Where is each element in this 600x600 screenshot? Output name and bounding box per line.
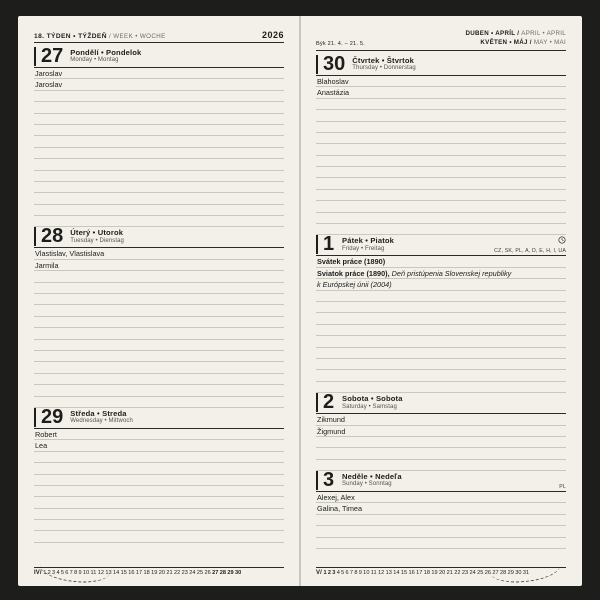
month-strip-day[interactable]: 1: [323, 570, 327, 576]
month-strip-day[interactable]: 31: [522, 570, 530, 576]
month-strip-day[interactable]: 17: [135, 570, 143, 576]
month-strip-day[interactable]: 11: [370, 570, 377, 576]
right-page: [300, 16, 582, 586]
left-month-roman: IV/: [34, 570, 42, 576]
month-strip-day[interactable]: 23: [181, 570, 189, 576]
month-strip-day[interactable]: 15: [400, 570, 408, 576]
day-blank-line[interactable]: [34, 497, 284, 508]
day-blank-line[interactable]: [316, 460, 566, 471]
day-name-secondary: Wednesday • Mittwoch: [70, 418, 133, 425]
day-entry-line[interactable]: Svátek práce (1890): [316, 256, 566, 267]
day-name-primary: Středa • Streda: [70, 408, 127, 418]
day-blank-line[interactable]: [34, 475, 284, 486]
day-blank-line[interactable]: [34, 531, 284, 542]
left-day-list: [34, 47, 284, 543]
day-names: [352, 57, 416, 72]
month-line2: KVĚTEN • MÁJ /: [480, 38, 532, 46]
day-blank-line[interactable]: [34, 397, 284, 408]
month-strip-day[interactable]: 6: [345, 570, 349, 576]
day-block: [316, 235, 566, 393]
month-strip-day[interactable]: 20: [158, 570, 166, 576]
day-name-secondary: Monday • Montag: [70, 57, 119, 64]
month-strip-day[interactable]: 11: [90, 570, 97, 576]
day-blank-line[interactable]: [34, 294, 284, 305]
day-blank-line[interactable]: [316, 133, 566, 144]
zodiac-range: Býk 21. 4. – 21. 5.: [316, 40, 365, 47]
day-name-secondary: Saturday • Samstag: [342, 403, 397, 410]
day-number: 2: [316, 393, 342, 412]
month-strip-day[interactable]: 1: [43, 570, 47, 576]
day-names: [342, 473, 402, 488]
month-strip-day[interactable]: 18: [143, 570, 150, 576]
day-blank-line[interactable]: [316, 448, 566, 459]
day-number: 1: [316, 235, 342, 254]
day-blank-line[interactable]: [34, 385, 284, 396]
month-strip-day[interactable]: 30: [515, 570, 522, 576]
month-strip-day[interactable]: 7: [349, 570, 354, 576]
day-lines: [34, 248, 284, 407]
day-blank-line[interactable]: [34, 283, 284, 294]
right-page-header: [316, 30, 566, 51]
week-label-sub: / WEEK • WOCHE: [109, 33, 166, 40]
day-entry-line[interactable]: Alexej, Alex: [316, 492, 566, 503]
day-blank-line[interactable]: [316, 348, 566, 359]
day-blank-line[interactable]: [316, 190, 566, 201]
day-number: 3: [316, 471, 342, 490]
month-strip-day[interactable]: 24: [469, 570, 476, 576]
day-blank-line[interactable]: [34, 509, 284, 520]
month-strip-day[interactable]: 21: [446, 570, 454, 576]
day-name-primary: Sobota • Sobota: [342, 394, 403, 404]
day-names: [342, 237, 394, 252]
clock-icon: [558, 231, 566, 249]
day-name-primary: Úterý • Utorok: [70, 228, 124, 238]
day-block: [34, 47, 284, 227]
day-entry-line[interactable]: Žigmund: [316, 426, 566, 437]
month-strip-day[interactable]: 29: [507, 570, 515, 576]
month-strip-day[interactable]: 16: [128, 570, 135, 576]
right-day-list: [316, 52, 566, 549]
day-names: [70, 410, 133, 425]
day-entry-line[interactable]: Jarmila: [34, 260, 284, 271]
day-number: 27: [34, 47, 70, 66]
day-block: [316, 393, 566, 471]
day-entry-line[interactable]: Vlastislav, Vlastislava: [34, 248, 284, 259]
day-entry-line[interactable]: Anastázia: [316, 87, 566, 98]
month-strip-day[interactable]: 13: [105, 570, 112, 576]
month-strip-day[interactable]: 23: [461, 570, 469, 576]
day-lines: [316, 76, 566, 235]
day-blank-line[interactable]: [316, 224, 566, 235]
day-blank-line[interactable]: [316, 213, 566, 224]
day-blank-line[interactable]: [34, 340, 284, 351]
day-blank-line[interactable]: [316, 370, 566, 381]
day-entry-line[interactable]: Lea: [34, 440, 284, 451]
day-blank-line[interactable]: [34, 136, 284, 147]
day-blank-line[interactable]: [316, 302, 566, 313]
day-blank-line[interactable]: [34, 452, 284, 463]
week-label: [34, 33, 166, 40]
day-blank-line[interactable]: [34, 182, 284, 193]
day-names: [342, 395, 403, 410]
day-blank-line[interactable]: [316, 313, 566, 324]
month-strip-day[interactable]: 21: [166, 570, 173, 576]
day-header: [316, 471, 566, 492]
month-strip-day[interactable]: 25: [477, 570, 484, 576]
day-blank-line[interactable]: [34, 102, 284, 113]
day-name-primary: Pondělí • Pondelok: [70, 47, 142, 57]
day-lines: [34, 68, 284, 227]
day-entry-line[interactable]: Jaroslav: [34, 79, 284, 90]
day-names: [70, 49, 141, 64]
day-blank-line[interactable]: [34, 216, 284, 227]
day-entry-line[interactable]: Sviatok práce (1890), Deň pristúpenia Slovenskej republiky: [316, 268, 566, 279]
day-blank-line[interactable]: [316, 526, 566, 537]
day-blank-line[interactable]: [34, 148, 284, 159]
month-strip-day[interactable]: 8: [74, 570, 78, 576]
day-country-codes: PL: [559, 483, 566, 490]
day-entry-line[interactable]: Zikmund: [316, 414, 566, 425]
day-blank-line[interactable]: [34, 374, 284, 385]
day-lines: [34, 429, 284, 543]
month-strip-day[interactable]: 26: [204, 570, 211, 576]
day-name-secondary: Sunday • Sonntag: [342, 481, 392, 488]
day-entry-line[interactable]: Jaroslav: [34, 68, 284, 79]
month-strip-day[interactable]: 22: [454, 570, 461, 576]
month-strip-day[interactable]: 17: [416, 570, 423, 576]
month-strip-day[interactable]: 4: [336, 570, 340, 576]
month-strip-day[interactable]: 27: [492, 570, 499, 576]
day-blank-line[interactable]: [316, 336, 566, 347]
month-strip-day[interactable]: 4: [56, 570, 60, 576]
day-block: [316, 471, 566, 549]
month-strip-day[interactable]: 12: [377, 570, 385, 576]
month-strip-day[interactable]: 28: [219, 570, 227, 576]
month-strip-day[interactable]: 16: [408, 570, 415, 576]
month-line2-sub: MAY • MAI: [533, 38, 566, 46]
day-blank-line[interactable]: [34, 125, 284, 136]
day-blank-line[interactable]: [316, 382, 566, 393]
month-strip-day[interactable]: 18: [423, 570, 431, 576]
day-blank-line[interactable]: [316, 110, 566, 121]
day-blank-line[interactable]: [34, 520, 284, 531]
month-strip-day[interactable]: 14: [393, 570, 400, 576]
day-entry-line[interactable]: Robert: [34, 429, 284, 440]
day-header: [34, 47, 284, 68]
day-blank-line[interactable]: [316, 201, 566, 212]
month-strip-day[interactable]: 9: [78, 570, 82, 576]
day-name-secondary: Friday • Freitag: [342, 245, 385, 252]
day-header: [316, 393, 566, 414]
day-lines: [316, 256, 566, 393]
day-lines: [316, 414, 566, 471]
month-strip-day[interactable]: 10: [363, 570, 370, 576]
month-strip-day[interactable]: 14: [112, 570, 120, 576]
month-strip-day[interactable]: 3: [332, 570, 336, 576]
day-name-primary: Čtvrtek • Štvrtok: [352, 55, 415, 65]
day-entry-line[interactable]: k Európskej únii (2004): [316, 279, 566, 290]
month-strip-day[interactable]: 22: [173, 570, 181, 576]
day-blank-line[interactable]: [316, 122, 566, 133]
day-blank-line[interactable]: [316, 325, 566, 336]
month-strip-day[interactable]: 8: [354, 570, 358, 576]
diary-spread: [18, 16, 582, 586]
right-month-roman: V/: [316, 570, 322, 576]
day-header: [34, 227, 284, 248]
week-label-main: 18. TÝDEN • TÝŽDEŇ: [34, 33, 107, 40]
day-blank-line[interactable]: [34, 463, 284, 474]
month-strip-day[interactable]: 20: [438, 570, 446, 576]
day-blank-line[interactable]: [316, 156, 566, 167]
day-header: [316, 52, 566, 76]
month-strip-day[interactable]: 7: [69, 570, 73, 576]
day-blank-line[interactable]: [34, 114, 284, 125]
month-strip-day[interactable]: 9: [358, 570, 362, 576]
day-blank-line[interactable]: [316, 178, 566, 189]
month-strip-day[interactable]: 12: [97, 570, 105, 576]
month-names: [466, 30, 567, 48]
day-blank-line[interactable]: [34, 486, 284, 497]
day-entry-line[interactable]: Blahoslav: [316, 76, 566, 87]
day-blank-line[interactable]: [316, 291, 566, 302]
day-lines: [316, 492, 566, 549]
day-blank-line[interactable]: [34, 193, 284, 204]
day-number: 29: [34, 408, 70, 427]
month-strip-day[interactable]: 25: [196, 570, 204, 576]
day-blank-line[interactable]: [316, 99, 566, 110]
month-strip-day[interactable]: 30: [234, 570, 242, 576]
day-country-codes: CZ, SK, PL, A, D, E, H, I, UA: [494, 248, 566, 255]
day-header: [316, 235, 566, 256]
day-block: [34, 227, 284, 407]
month-strip-day[interactable]: 19: [151, 570, 158, 576]
month-strip-day[interactable]: 19: [431, 570, 438, 576]
day-blank-line[interactable]: [34, 205, 284, 216]
year-label: 2026: [261, 30, 284, 40]
day-names: [70, 229, 124, 244]
month-strip-day[interactable]: 2: [327, 570, 332, 576]
month-strip-day[interactable]: 28: [499, 570, 507, 576]
month-strip-day[interactable]: 3: [52, 570, 56, 576]
day-header: [34, 405, 284, 429]
month-strip-day[interactable]: 6: [65, 570, 69, 576]
month-strip-day[interactable]: 5: [341, 570, 345, 576]
day-name-secondary: Tuesday • Dienstag: [70, 237, 124, 244]
day-number: 28: [34, 227, 70, 246]
day-entry-line[interactable]: Galina, Timea: [316, 503, 566, 514]
day-blank-line[interactable]: [316, 144, 566, 155]
day-blank-line[interactable]: [34, 362, 284, 373]
left-page: [18, 16, 300, 586]
day-blank-line[interactable]: [34, 91, 284, 102]
left-page-header: [34, 30, 284, 43]
month-strip-day[interactable]: 27: [212, 570, 219, 576]
month-strip-day[interactable]: 13: [385, 570, 393, 576]
day-blank-line[interactable]: [34, 159, 284, 170]
day-block: [316, 52, 566, 235]
day-name-primary: Pátek • Piatok: [342, 236, 395, 246]
month-strip-day[interactable]: 26: [484, 570, 492, 576]
month-line1-sub: APRIL • APRIL: [521, 30, 566, 37]
day-blank-line[interactable]: [316, 515, 566, 526]
day-blank-line[interactable]: [316, 437, 566, 448]
month-strip-day[interactable]: 15: [120, 570, 128, 576]
day-blank-line[interactable]: [34, 328, 284, 339]
month-strip-day[interactable]: 29: [227, 570, 234, 576]
day-blank-line[interactable]: [316, 359, 566, 370]
day-name-primary: Neděle • Nedeľa: [342, 471, 402, 481]
day-number: 30: [316, 55, 352, 74]
day-name-secondary: Thursday • Donnerstag: [352, 65, 416, 72]
month-strip-day[interactable]: 24: [189, 570, 196, 576]
month-strip-day[interactable]: 2: [47, 570, 51, 576]
day-blank-line[interactable]: [316, 538, 566, 549]
day-blank-line[interactable]: [34, 305, 284, 316]
day-blank-line[interactable]: [316, 167, 566, 178]
day-blank-line[interactable]: [34, 317, 284, 328]
month-line1: DUBEN • APRÍL /: [465, 30, 520, 37]
day-blank-line[interactable]: [34, 271, 284, 282]
month-strip-day[interactable]: 10: [82, 570, 90, 576]
day-blank-line[interactable]: [34, 351, 284, 362]
day-block: [34, 405, 284, 543]
month-strip-day[interactable]: 5: [60, 570, 65, 576]
day-blank-line[interactable]: [34, 171, 284, 182]
